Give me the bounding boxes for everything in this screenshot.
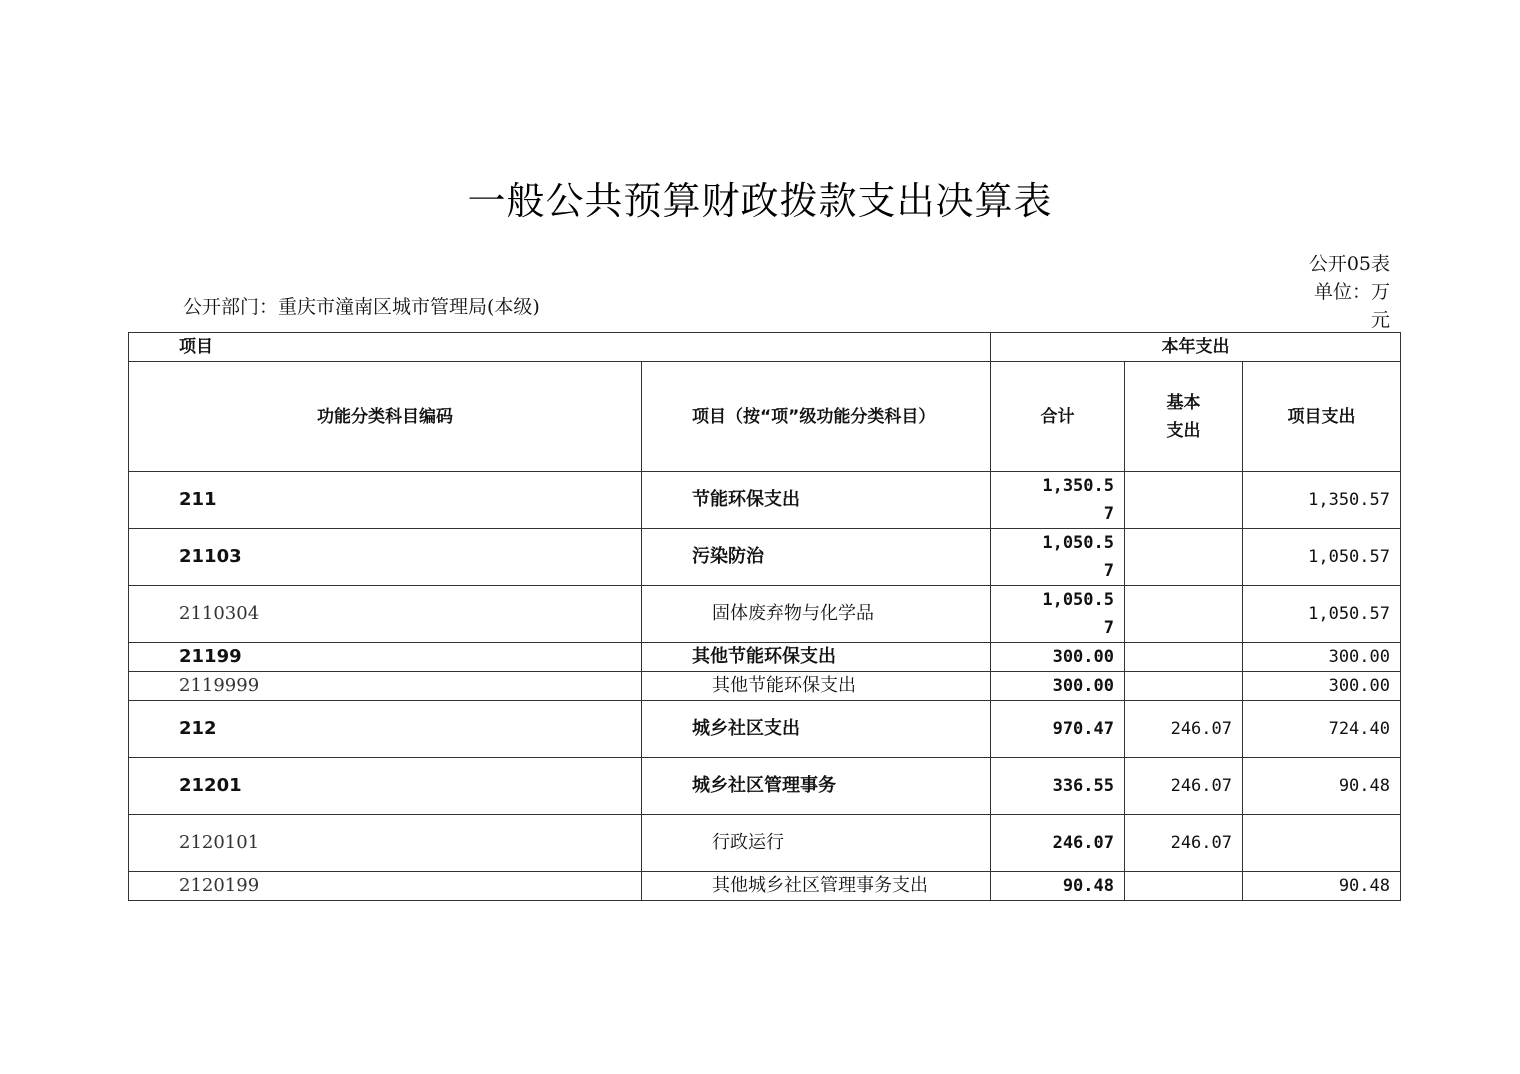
project-cell: 724.40 — [1243, 701, 1401, 758]
basic-cell — [1125, 643, 1243, 672]
code-cell: 2120101 — [129, 815, 642, 872]
basic-cell — [1125, 672, 1243, 701]
table-row — [129, 701, 1401, 758]
table-row — [129, 672, 1401, 701]
header-project: 项目 — [129, 333, 991, 362]
basic-cell: 246.07 — [1125, 815, 1243, 872]
unit-label: 单位：万元 — [1313, 281, 1390, 331]
total-cell: 1,350.57 — [991, 472, 1125, 529]
total-cell: 336.55 — [991, 758, 1125, 815]
basic-cell — [1125, 529, 1243, 586]
name-cell: 其他节能环保支出 — [642, 672, 991, 701]
basic-cell: 246.07 — [1125, 701, 1243, 758]
name-cell: 行政运行 — [642, 815, 991, 872]
budget-table — [128, 332, 1401, 901]
code-cell: 21199 — [129, 643, 642, 672]
total-cell: 1,050.57 — [991, 586, 1125, 643]
project-cell: 90.48 — [1243, 758, 1401, 815]
total-cell: 246.07 — [991, 815, 1125, 872]
header-project-expense: 项目支出 — [1243, 362, 1401, 472]
code-cell: 212 — [129, 701, 642, 758]
project-cell: 1,350.57 — [1243, 472, 1401, 529]
code-cell: 2119999 — [129, 672, 642, 701]
table-row — [129, 586, 1401, 643]
project-cell — [1243, 815, 1401, 872]
code-cell: 2120199 — [129, 872, 642, 901]
project-cell: 90.48 — [1243, 872, 1401, 901]
header-total: 合计 — [991, 362, 1125, 472]
header-current-year: 本年支出 — [991, 333, 1401, 362]
basic-cell — [1125, 872, 1243, 901]
page-title: 一般公共预算财政拨款支出决算表 — [467, 179, 1053, 223]
table-row — [129, 472, 1401, 529]
name-cell: 污染防治 — [642, 529, 991, 586]
basic-cell: 246.07 — [1125, 758, 1243, 815]
name-cell: 固体废弃物与化学品 — [642, 586, 991, 643]
header-row-top — [129, 333, 1401, 362]
header-row-columns — [129, 362, 1401, 472]
code-cell: 21201 — [129, 758, 642, 815]
total-cell: 1,050.57 — [991, 529, 1125, 586]
table-row — [129, 872, 1401, 901]
basic-cell — [1125, 472, 1243, 529]
department-label: 公开部门：重庆市潼南区城市管理局(本级) — [183, 296, 540, 318]
code-cell: 21103 — [129, 529, 642, 586]
basic-cell — [1125, 586, 1243, 643]
form-number: 公开05表 — [1308, 253, 1390, 275]
total-cell: 300.00 — [991, 672, 1125, 701]
total-cell: 970.47 — [991, 701, 1125, 758]
code-cell: 2110304 — [129, 586, 642, 643]
name-cell: 其他节能环保支出 — [642, 643, 991, 672]
name-cell: 其他城乡社区管理事务支出 — [642, 872, 991, 901]
project-cell: 1,050.57 — [1243, 529, 1401, 586]
total-cell: 300.00 — [991, 643, 1125, 672]
name-cell: 城乡社区支出 — [642, 701, 991, 758]
project-cell: 1,050.57 — [1243, 586, 1401, 643]
code-cell: 211 — [129, 472, 642, 529]
project-cell: 300.00 — [1243, 672, 1401, 701]
total-cell: 90.48 — [991, 872, 1125, 901]
header-basic: 基本支出 — [1125, 362, 1243, 472]
project-cell: 300.00 — [1243, 643, 1401, 672]
table-row — [129, 815, 1401, 872]
header-name: 项目（按“项”级功能分类科目） — [642, 362, 991, 472]
name-cell: 城乡社区管理事务 — [642, 758, 991, 815]
table-row — [129, 529, 1401, 586]
name-cell: 节能环保支出 — [642, 472, 991, 529]
header-code: 功能分类科目编码 — [129, 362, 642, 472]
table-row — [129, 643, 1401, 672]
table-row — [129, 758, 1401, 815]
